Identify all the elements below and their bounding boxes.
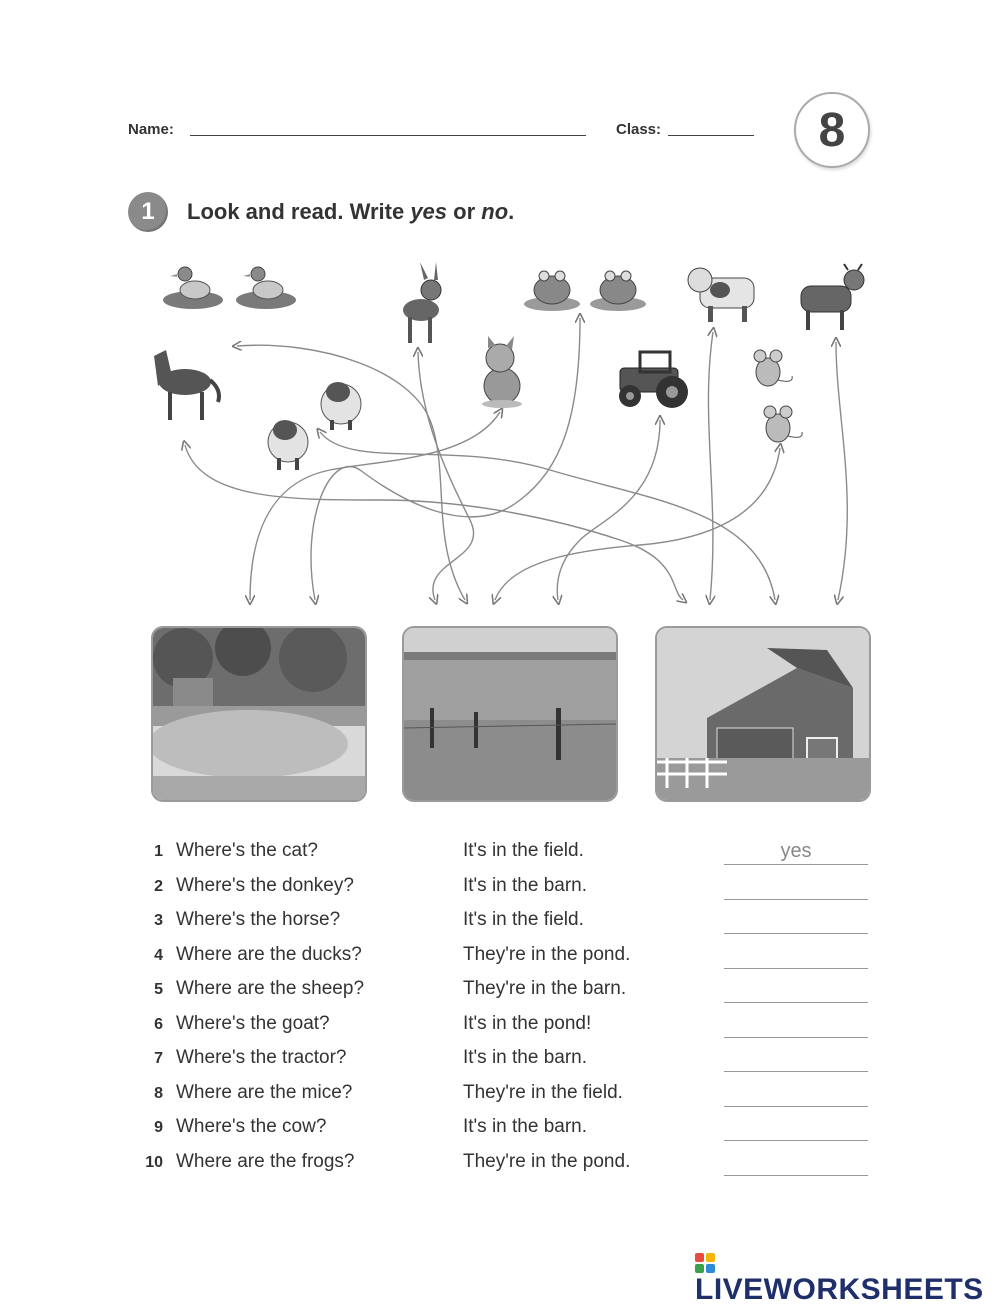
question-row xyxy=(139,1116,879,1150)
goat-icon xyxy=(801,264,864,330)
question-number: 9 xyxy=(154,1119,163,1136)
name-label: Name: xyxy=(128,121,174,138)
question-number: 3 xyxy=(154,912,163,929)
answer-field[interactable] xyxy=(724,1047,868,1072)
question-text: Where's the cat? xyxy=(176,840,318,861)
question-text: Where's the horse? xyxy=(176,909,341,930)
question-text: Where's the donkey? xyxy=(176,874,354,896)
question-row xyxy=(139,1151,879,1185)
cat-icon xyxy=(482,336,522,408)
frog-icon xyxy=(524,271,580,311)
maze-illustration xyxy=(0,0,1000,610)
question-number: 5 xyxy=(154,981,163,998)
answer-field[interactable] xyxy=(724,1116,868,1141)
question-text: Where are the ducks? xyxy=(176,943,362,965)
question-text: Where's the goat? xyxy=(176,1012,330,1034)
question-number: 7 xyxy=(154,1050,163,1067)
question-number: 6 xyxy=(154,1015,163,1033)
answer-field[interactable] xyxy=(724,1013,868,1038)
questions-list xyxy=(139,840,879,1190)
answer-field[interactable] xyxy=(724,1151,868,1176)
sheep-icon xyxy=(268,420,308,470)
question-number: 1 xyxy=(154,843,163,860)
unit-number-badge: 8 xyxy=(794,92,870,168)
statement-text: It's in the field. xyxy=(463,840,584,861)
cow-icon xyxy=(688,268,754,322)
horse-icon xyxy=(154,350,219,420)
logo-grid-icon xyxy=(695,1253,715,1273)
answer-field[interactable]: yes xyxy=(724,840,868,865)
answer-field[interactable] xyxy=(724,875,868,900)
statement-text: It's in the barn. xyxy=(463,874,588,896)
mouse-icon xyxy=(754,350,792,386)
field-photo xyxy=(402,626,618,802)
pond-photo xyxy=(151,626,367,802)
exercise-instructions: Look and read. Write yes or no. xyxy=(187,199,515,224)
question-row xyxy=(139,875,879,909)
mouse-icon xyxy=(764,406,802,442)
answer-field[interactable] xyxy=(724,909,868,934)
class-label: Class: xyxy=(616,121,662,138)
question-number: 4 xyxy=(154,946,163,964)
duck-icon xyxy=(163,267,223,309)
question-text: Where are the mice? xyxy=(176,1081,353,1103)
question-row xyxy=(139,909,879,943)
statement-text: It's in the barn. xyxy=(463,1047,588,1068)
question-number: 8 xyxy=(154,1084,163,1102)
question-row xyxy=(139,944,879,978)
question-number: 10 xyxy=(145,1153,163,1171)
frog-icon xyxy=(590,271,646,311)
question-text: Where are the sheep? xyxy=(176,978,365,999)
question-row xyxy=(139,1047,879,1081)
exercise-number-badge: 1 xyxy=(128,192,168,232)
question-text: Where are the frogs? xyxy=(176,1150,355,1172)
statement-text: They're in the barn. xyxy=(463,978,627,999)
question-row xyxy=(139,1013,879,1047)
statement-text: They're in the pond. xyxy=(463,943,631,965)
tractor-icon xyxy=(619,352,688,408)
statement-text: It's in the pond! xyxy=(463,1012,592,1034)
logo-text: LIVEWORKSHEETS xyxy=(695,1273,984,1306)
question-row xyxy=(139,1082,879,1116)
answer-field[interactable] xyxy=(724,1082,868,1107)
donkey-icon xyxy=(403,262,441,343)
question-row xyxy=(139,978,879,1012)
question-text: Where's the cow? xyxy=(176,1116,327,1137)
sheep-icon xyxy=(321,382,361,430)
statement-text: It's in the field. xyxy=(463,909,584,930)
barn-photo xyxy=(655,626,871,802)
statement-text: They're in the field. xyxy=(463,1081,623,1103)
answer-field[interactable] xyxy=(724,978,868,1003)
question-number: 2 xyxy=(154,877,163,895)
duck-icon xyxy=(236,267,296,309)
statement-text: It's in the barn. xyxy=(463,1116,588,1137)
statement-text: They're in the pond. xyxy=(463,1150,631,1172)
question-text: Where's the tractor? xyxy=(176,1047,347,1068)
answer-field[interactable] xyxy=(724,944,868,969)
liveworksheets-logo[interactable] xyxy=(695,1253,1000,1306)
question-row xyxy=(139,840,879,874)
